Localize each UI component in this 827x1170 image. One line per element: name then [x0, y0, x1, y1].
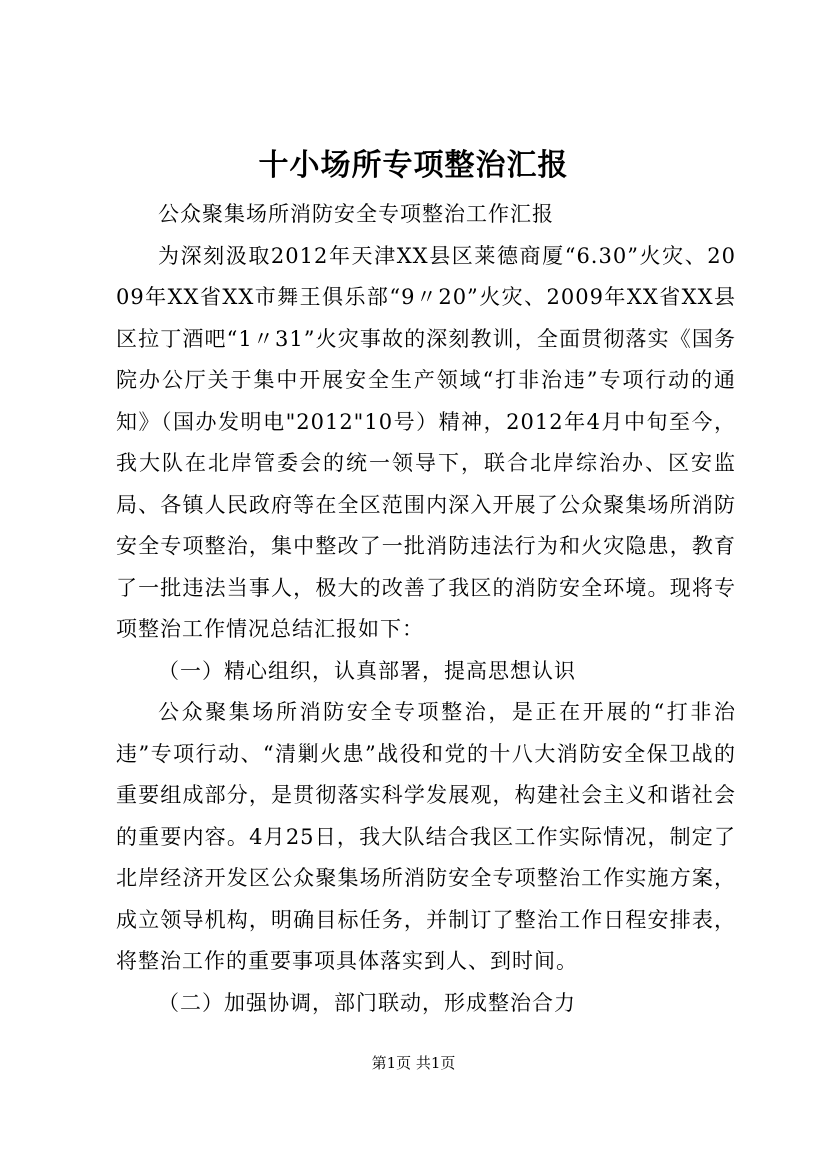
document-title: 十小场所专项整治汇报 — [258, 148, 569, 183]
intro-paragraph: 为深刻汲取2012年天津XX县区莱德商厦“6.30”火灾、2009年XX省XX市舞王俱乐部“9〃20”火灾、2009年XX省XX县区拉丁酒吧“1〃31”火灾事故的深刻教训，全面贯彻落实《国务院办公厅关于集中开展安全生产领域“打非治违”专项行动的通知》（国办发明电"2012"10号）精神，2012年4月中旬至今，我大队在北岸管委会的统一领导下，联合北岸综治办、区安监局、各镇人民政府等在全区范围内深入开展了公众聚集场所消防安全专项整治，集中整改了一批消防违法行为和火灾隐患，教育了一批违法当事人，极大的改善了我区的消防安全环境。现将专项整治工作情况总结汇报如下： — [116, 243, 736, 641]
section-1-paragraph: 公众聚集场所消防安全专项整治，是正在开展的“打非治违”专项行动、“清剿火患”战役和党的十八大消防安全保卫战的重要组成部分，是贯彻落实科学发展观，构建社会主义和谐社会的重要内容。4月25日，我大队结合我区工作实际情况，制定了北岸经济开发区公众聚集场所消防安全专项整治工作实施方案，成立领导机构，明确目标任务，并制订了整治工作日程安排表，将整治工作的重要事项具体落实到人、到时间。 — [116, 700, 736, 973]
section-heading-2: （二）加强协调，部门联动，形成整治合力 — [158, 990, 576, 1015]
subtitle-paragraph: 公众聚集场所消防安全专项整治工作汇报 — [158, 202, 554, 226]
document-body — [116, 194, 736, 1024]
page-footer: 第1页 共1页 — [371, 1054, 456, 1072]
section-heading-1: （一）精心组织，认真部署，提高思想认识 — [158, 658, 576, 683]
